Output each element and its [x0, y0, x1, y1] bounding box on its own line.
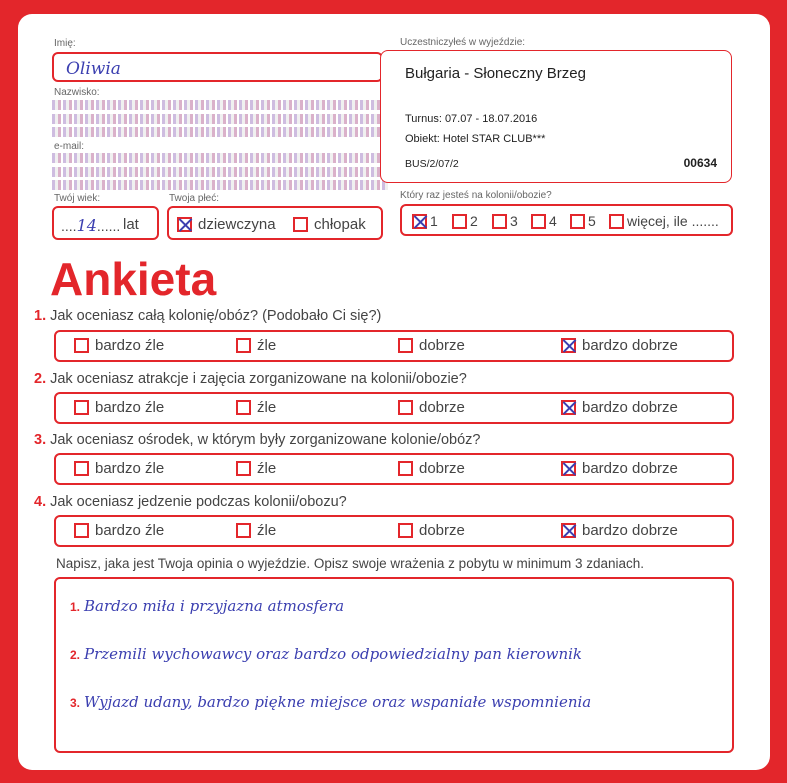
gender-boy-label: chłopak	[314, 216, 366, 233]
participant-label: Uczestniczyłeś w wyjeździe:	[400, 37, 526, 48]
q1-zle-label: źle	[257, 337, 277, 354]
q3-bardzo-zle-label: bardzo źle	[95, 460, 165, 477]
q4-bardzo-dobrze-checkbox[interactable]	[561, 523, 576, 538]
times-3-label: 3	[510, 213, 518, 229]
surname-label: Nazwisko:	[54, 87, 100, 98]
times-label: Który raz jesteś na kolonii/obozie?	[400, 190, 552, 201]
form-title: Ankieta	[50, 253, 217, 305]
rating-row-2	[54, 392, 734, 424]
q1-bardzo-dobrze-label: bardzo dobrze	[582, 337, 678, 354]
q2-zle-checkbox[interactable]	[236, 400, 251, 415]
times-5-label: 5	[588, 213, 596, 229]
rating-row-3	[54, 453, 734, 485]
trip-info-box	[380, 50, 732, 183]
trip-turnus: Turnus: 07.07 - 18.07.2016	[405, 113, 538, 125]
q2-bardzo-dobrze-label: bardzo dobrze	[582, 399, 678, 416]
question-1-text: Jak oceniasz całą kolonię/obóz? (Podobało Ci się?)	[50, 308, 382, 324]
q1-dobrze-checkbox[interactable]	[398, 338, 413, 353]
question-4: 4. Jak oceniasz jedzenie podczas kolonii/obozu?	[34, 494, 347, 510]
question-3: 3. Jak oceniasz ośrodek, w którym były zorganizowane kolonie/obóz?	[34, 432, 481, 448]
q2-bardzo-zle-label: bardzo źle	[95, 399, 165, 416]
q4-bardzo-dobrze-label: bardzo dobrze	[582, 522, 678, 539]
q4-bardzo-zle-checkbox[interactable]	[74, 523, 89, 538]
q2-dobrze-checkbox[interactable]	[398, 400, 413, 415]
age-label: Twój wiek:	[54, 193, 101, 204]
times-field	[400, 204, 733, 236]
q3-zle-checkbox[interactable]	[236, 461, 251, 476]
q3-bardzo-zle-checkbox[interactable]	[74, 461, 89, 476]
name-field[interactable]	[52, 52, 383, 82]
opinion-line-3-text: Wyjazd udany, bardzo piękne miejsce oraz wspaniałe wspomnienia	[84, 693, 592, 711]
trip-obiekt: Obiekt: Hotel STAR CLUB***	[405, 133, 546, 145]
age-unit: lat	[123, 216, 139, 233]
q2-zle-label: źle	[257, 399, 277, 416]
age-dots: ......	[96, 218, 121, 234]
gender-girl-checkbox[interactable]	[177, 217, 192, 232]
opinion-line-1: 1. Bardzo miła i przyjazna atmosfera	[70, 597, 345, 615]
question-4-text: Jak oceniasz jedzenie podczas kolonii/obozu?	[50, 494, 347, 510]
q3-bardzo-dobrze-checkbox[interactable]	[561, 461, 576, 476]
q4-zle-label: źle	[257, 522, 277, 539]
rating-row-4	[54, 515, 734, 547]
times-2-checkbox[interactable]	[452, 214, 467, 229]
opinion-prompt: Napisz, jaka jest Twoja opinia o wyjeździe. Opisz swoje wrażenia z pobytu w minimum 3 zdaniach.	[56, 556, 645, 571]
opinion-line-1-text: Bardzo miła i przyjazna atmosfera	[84, 597, 345, 615]
q3-dobrze-checkbox[interactable]	[398, 461, 413, 476]
q4-zle-checkbox[interactable]	[236, 523, 251, 538]
q4-dobrze-label: dobrze	[419, 522, 465, 539]
times-more-label: więcej, ile .......	[627, 213, 719, 229]
q1-zle-checkbox[interactable]	[236, 338, 251, 353]
q1-bardzo-zle-label: bardzo źle	[95, 337, 165, 354]
times-4-label: 4	[549, 213, 557, 229]
trip-title: Bułgaria - Słoneczny Brzeg	[405, 65, 586, 82]
times-5-checkbox[interactable]	[570, 214, 585, 229]
question-2: 2. Jak oceniasz atrakcje i zajęcia zorganizowane na kolonii/obozie?	[34, 371, 467, 387]
q1-bardzo-dobrze-checkbox[interactable]	[561, 338, 576, 353]
question-3-text: Jak oceniasz ośrodek, w którym były zorganizowane kolonie/obóz?	[50, 432, 481, 448]
times-1-checkbox[interactable]	[412, 214, 427, 229]
name-label: Imię:	[54, 38, 76, 49]
opinion-line-2-text: Przemili wychowawcy oraz bardzo odpowiedzialny pan kierownik	[84, 645, 582, 663]
gender-label: Twoja płeć:	[169, 193, 220, 204]
q2-bardzo-zle-checkbox[interactable]	[74, 400, 89, 415]
question-1: 1. Jak oceniasz całą kolonię/obóz? (Podobało Ci się?)	[34, 308, 382, 324]
times-3-checkbox[interactable]	[492, 214, 507, 229]
q4-bardzo-zle-label: bardzo źle	[95, 522, 165, 539]
age-value: 14	[76, 216, 97, 235]
trip-code: 00634	[683, 156, 717, 170]
opinion-line-2: 2. Przemili wychowawcy oraz bardzo odpowiedzialny pan kierownik	[70, 645, 582, 663]
times-more-checkbox[interactable]	[609, 214, 624, 229]
age-field[interactable]	[52, 206, 159, 240]
trip-bus: BUS/2/07/2	[405, 158, 459, 170]
name-value: Oliwia	[66, 59, 121, 79]
q3-zle-label: źle	[257, 460, 277, 477]
age-dots: ....	[61, 218, 77, 234]
q4-dobrze-checkbox[interactable]	[398, 523, 413, 538]
q2-bardzo-dobrze-checkbox[interactable]	[561, 400, 576, 415]
q1-dobrze-label: dobrze	[419, 337, 465, 354]
q2-dobrze-label: dobrze	[419, 399, 465, 416]
q3-bardzo-dobrze-label: bardzo dobrze	[582, 460, 678, 477]
times-2-label: 2	[470, 213, 478, 229]
times-4-checkbox[interactable]	[531, 214, 546, 229]
gender-boy-checkbox[interactable]	[293, 217, 308, 232]
q1-bardzo-zle-checkbox[interactable]	[74, 338, 89, 353]
rating-row-1	[54, 330, 734, 362]
q3-dobrze-label: dobrze	[419, 460, 465, 477]
opinion-textarea[interactable]	[54, 577, 734, 753]
gender-girl-label: dziewczyna	[198, 216, 276, 233]
opinion-line-3: 3. Wyjazd udany, bardzo piękne miejsce oraz wspaniałe wspomnienia	[70, 693, 592, 711]
question-2-text: Jak oceniasz atrakcje i zajęcia zorganizowane na kolonii/obozie?	[50, 371, 467, 387]
times-1-label: 1	[430, 213, 438, 229]
email-label: e-mail:	[54, 141, 85, 152]
gender-field	[167, 206, 383, 240]
